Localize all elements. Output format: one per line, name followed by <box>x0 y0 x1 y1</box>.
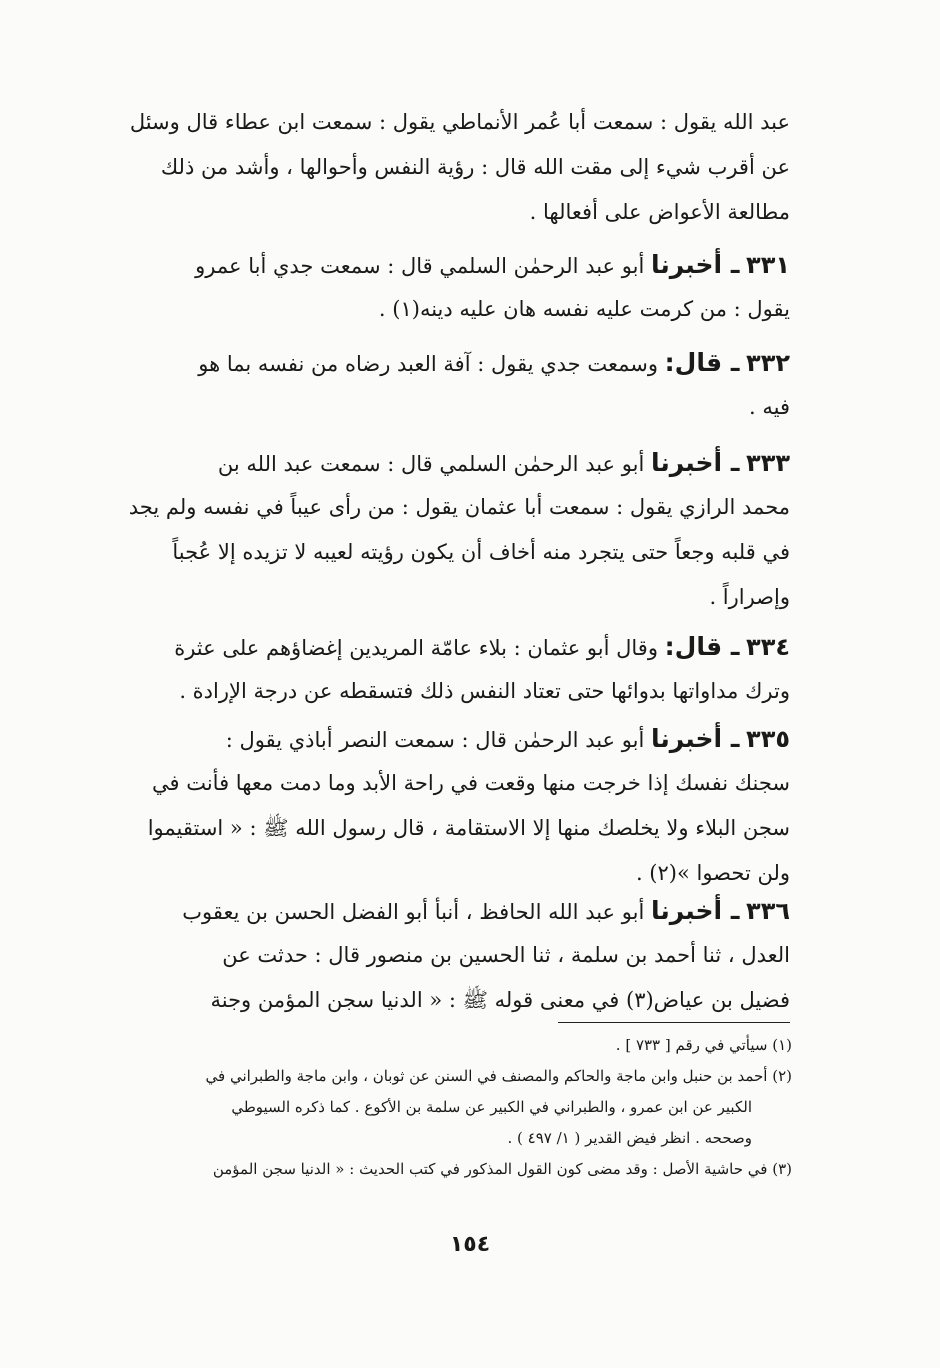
text-line: ٣٣٦ ـ أخبرنا أبو عبد الله الحافظ ، أنبأ أبو الفضل الحسن بن يعقوب <box>182 896 790 925</box>
text-line: وترك مداواتها بدوائها حتى تعتاد النفس ذلك فتسقطه عن درجة الإرادة . <box>179 679 790 703</box>
paragraph-333 <box>110 440 790 620</box>
text-line: ٣٣٢ ـ قال: وسمعت جدي يقول : آفة العبد رضاه من نفسه بما هو <box>198 348 790 377</box>
text-line: ٣٣٤ ـ قال: وقال أبو عثمان : بلاء عامّة المريدين إغضاؤهم على عثرة <box>174 632 790 661</box>
text-span: وقال أبو عثمان : بلاء عامّة المريدين إغضاؤهم على عثرة <box>174 636 658 660</box>
text-line: محمد الرازي يقول : سمعت أبا عثمان يقول : من رأى عيباً في نفسه ولم يجد <box>128 495 790 519</box>
paragraph-keyword: قال: <box>664 632 723 661</box>
text-line: ٣٣١ ـ أخبرنا أبو عبد الرحمٰن السلمي قال : سمعت جدي أبا عمرو <box>195 250 790 279</box>
text-line: ٣٣٣ ـ أخبرنا أبو عبد الرحمٰن السلمي قال : سمعت عبد الله بن <box>217 448 790 477</box>
page-number: ١٥٤ <box>449 1232 491 1257</box>
text-span: أبو عبد الرحمٰن السلمي قال : سمعت جدي أبا عمرو <box>195 254 645 278</box>
paragraph-335 <box>110 716 790 896</box>
text-line: في قلبه وجعاً حتى يتجرد منه أخاف أن يكون رؤيته لعيبه لا تزيده إلا عُجباً <box>172 540 790 564</box>
text-line: فضيل بن عياض(٣) في معنى قوله ﷺ : « الدنيا سجن المؤمن وجنة <box>210 988 790 1012</box>
text-line: فيه . <box>749 395 790 419</box>
paragraph-331 <box>110 242 790 332</box>
paragraph-334 <box>110 624 790 714</box>
footnote-separator <box>558 1022 790 1023</box>
footnote-line: الكبير عن ابن عمرو ، والطبراني في الكبير عن سلمة بن الأكوع . كما ذكره السيوطي <box>231 1098 752 1116</box>
paragraph-keyword: أخبرنا <box>650 448 723 477</box>
paragraph-keyword: أخبرنا <box>650 724 723 753</box>
text-span: وسمعت جدي يقول : آفة العبد رضاه من نفسه بما هو <box>198 352 658 376</box>
text-line: يقول : من كرمت عليه نفسه هان عليه دينه(١) . <box>378 297 790 321</box>
paragraph-number: ٣٣٤ <box>746 633 790 661</box>
paragraph-number: ٣٣٥ <box>746 725 790 753</box>
paragraph-number: ٣٣٢ <box>746 349 790 377</box>
paragraph-number: ٣٣١ <box>746 251 790 279</box>
text-line: ٣٣٥ ـ أخبرنا أبو عبد الرحمٰن قال : سمعت النصر أباذي يقول : <box>225 724 790 753</box>
text-line: عن أقرب شيء إلى مقت الله قال : رؤية النفس وأحوالها ، وأشد من ذلك <box>160 155 790 179</box>
paragraph-number: ٣٣٦ <box>746 897 790 925</box>
paragraph-continuation <box>110 100 790 235</box>
text-span: أبو عبد الرحمٰن السلمي قال : سمعت عبد الله بن <box>217 452 645 476</box>
text-line: عبد الله يقول : سمعت أبا عُمر الأنماطي يقول : سمعت ابن عطاء قال وسئل <box>129 110 790 134</box>
text-span: أبو عبد الله الحافظ ، أنبأ أبو الفضل الحسن بن يعقوب <box>182 900 645 924</box>
text-line: سجن البلاء ولا يخلصك منها إلا الاستقامة ، قال رسول الله ﷺ : « استقيموا <box>147 816 790 840</box>
text-span: أبو عبد الرحمٰن قال : سمعت النصر أباذي يقول : <box>225 728 645 752</box>
paragraph-332 <box>110 340 790 430</box>
paragraph-number: ٣٣٣ <box>746 449 790 477</box>
footnote-line: وصححه . انظر فيض القدير ( ١/ ٤٩٧ ) . <box>507 1129 752 1147</box>
footnote-line: (٣) في حاشية الأصل : وقد مضى كون القول المذكور في كتب الحديث : « الدنيا سجن المؤمن <box>212 1160 792 1178</box>
text-line: مطالعة الأعواض على أفعالها . <box>529 200 790 224</box>
paragraph-keyword: قال: <box>664 348 723 377</box>
paragraph-keyword: أخبرنا <box>650 250 723 279</box>
paragraph-336 <box>110 888 790 1023</box>
paragraph-keyword: أخبرنا <box>650 896 723 925</box>
text-line: وإصراراً . <box>709 585 790 609</box>
footnote-line: (١) سيأتي في رقم [ ٧٣٣ ] . <box>615 1036 792 1054</box>
text-line: سجنك نفسك إذا خرجت منها وقعت في راحة الأبد وما دمت معها فأنت في <box>152 771 790 795</box>
text-line: ولن تحصوا »(٢) . <box>635 861 790 885</box>
footnote-line: (٢) أحمد بن حنبل وابن ماجة والحاكم والمصنف في السنن عن ثوبان ، وابن ماجة والطبراني في <box>205 1067 792 1085</box>
footnotes <box>110 1030 792 1185</box>
text-line: العدل ، ثنا أحمد بن سلمة ، ثنا الحسين بن منصور قال : حدثت عن <box>222 943 790 967</box>
